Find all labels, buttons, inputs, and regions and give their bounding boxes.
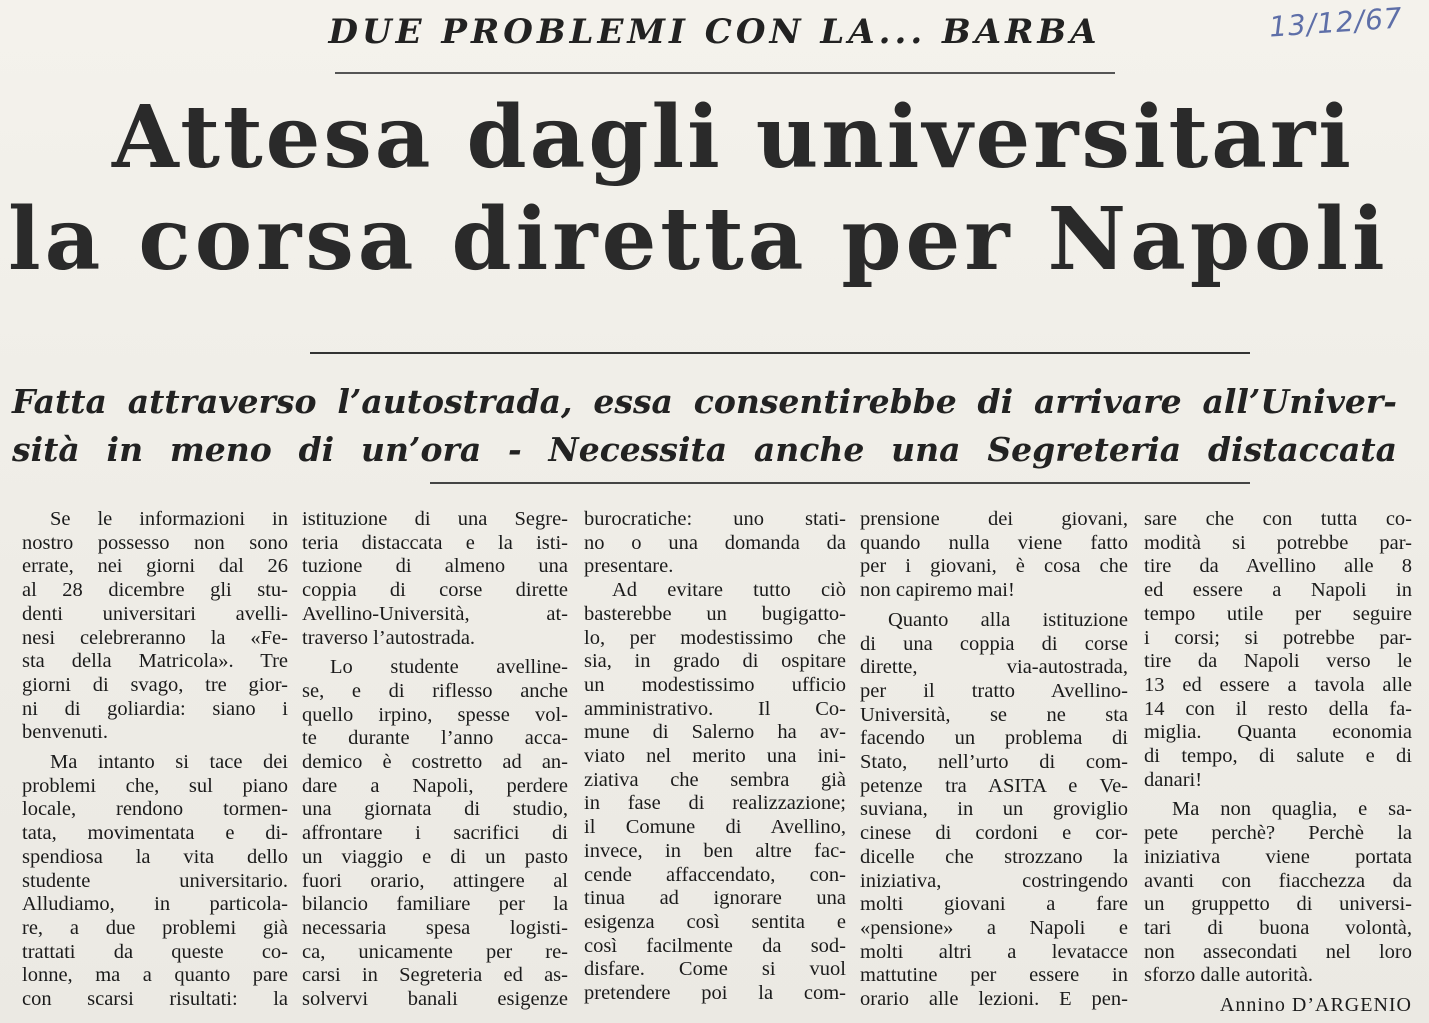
column-line: problemi che, sul piano (22, 774, 288, 797)
column-line: nostro possesso non sono (22, 531, 288, 554)
column-line: per i giovani, è cosa che (860, 555, 1128, 578)
column-line: cinese di cordoni e cor- (860, 822, 1128, 845)
column-line: facendo un problema di (860, 727, 1128, 750)
column-line: un modestissimo ufficio (584, 673, 846, 696)
column-line: errate, nei giorni dal 26 (22, 555, 288, 578)
column-line: danari! (1144, 768, 1203, 791)
kicker-rule (335, 72, 1115, 74)
column-line: mattutine per essere in (860, 964, 1128, 987)
column-line: lo, per modestissimo che (584, 626, 846, 649)
column-line: esigenza così sentita e (584, 910, 846, 933)
column-line: viato nel merito una ini- (584, 745, 846, 768)
column-line: mune di Salerno ha av- (584, 721, 846, 744)
article-column-4 (860, 508, 1128, 1012)
headline-line-1: Attesa dagli universitari (112, 87, 1354, 188)
column-line: i corsi; si potrebbe par- (1144, 626, 1412, 649)
column-line: disfare. Come si vuol (584, 958, 846, 981)
column-line: ni di goliardia: siano i (22, 697, 288, 720)
column-line: ca, unicamente per re- (302, 940, 568, 963)
subheadline-line-2: sità in meno di un’ora - Necessita anche una Segreteria distaccata (12, 430, 1397, 469)
column-line: Ma intanto si tace dei (50, 751, 288, 774)
column-line: sare che con tutta co- (1144, 508, 1412, 530)
column-line: coppia di corse dirette (302, 579, 568, 602)
column-line: molti giovani a fare (860, 893, 1128, 916)
column-line: ed essere a Napoli in (1144, 579, 1412, 602)
column-line: locale, rendono tormen- (22, 798, 288, 821)
column-line: 13 ed essere a tavola alle (1144, 673, 1412, 696)
column-line: Se le informazioni in (50, 508, 288, 530)
headline-rule (310, 352, 1250, 354)
column-line: dicelle che strozzano la (860, 845, 1128, 868)
column-line: te durante l’anno acca- (302, 727, 568, 750)
column-line: il Comune di Avellino, (584, 816, 846, 839)
column-line: teria distaccata e la isti- (302, 531, 568, 554)
column-line: tempo utile per seguire (1144, 602, 1412, 625)
column-line: ziativa che sembra già (584, 768, 846, 791)
headline-line-2: la corsa diretta per Napoli (8, 189, 1389, 290)
column-line: miglia. Quanta economia (1144, 721, 1412, 744)
column-line: trattati da queste co- (22, 940, 288, 963)
column-line: demico è costretto ad an- (302, 751, 568, 774)
column-line: no o una domanda da (584, 531, 846, 554)
column-line: Ad evitare tutto ciò (612, 579, 846, 602)
column-line: studente universitario. (22, 869, 288, 892)
column-line: bilancio familiare per la (302, 893, 568, 916)
column-line: denti universitari avelli- (22, 602, 288, 625)
column-line: sforzo dalle autorità. (1144, 964, 1314, 987)
column-line: istituzione di una Segre- (302, 508, 568, 530)
column-line: tire da Avellino alle 8 (1144, 555, 1412, 578)
column-line: necessaria spesa logisti- (302, 916, 568, 939)
column-line: basterebbe un bugigatto- (584, 602, 846, 625)
column-line: tari di buona volontà, (1144, 916, 1412, 939)
column-line: re, a due problemi già (22, 916, 288, 939)
column-line: affrontare i sacrifici di (302, 822, 568, 845)
handwritten-date: 13/12/67 (1268, 1, 1404, 44)
column-line: con scarsi risultati: la (22, 988, 288, 1011)
column-line: Università, se ne sta (860, 703, 1128, 726)
column-line: modità si potrebbe par- (1144, 531, 1412, 554)
column-line: sta della Matricola». Tre (22, 650, 288, 673)
column-line: Alludiamo, in particola- (22, 893, 288, 916)
column-line: orario alle lezioni. E pen- (860, 988, 1128, 1011)
column-line: amministrativo. Il Co- (584, 697, 846, 720)
column-line: non capiremo mai! (860, 579, 1015, 602)
column-line: lonne, ma a quanto pare (22, 964, 288, 987)
column-line: iniziativa viene portata (1144, 845, 1412, 868)
column-line: solvervi banali esigenze (302, 988, 568, 1011)
column-line: «pensione» a Napoli e (860, 916, 1128, 939)
column-line: invece, in ben altre fac- (584, 839, 846, 862)
column-line: nesi celebreranno la «Fe- (22, 626, 288, 649)
column-line: pete perchè? Perchè la (1144, 822, 1412, 845)
article-column-3 (584, 508, 846, 1006)
column-line: di una coppia di corse (860, 632, 1128, 655)
column-line: un viaggio e di un pasto (302, 845, 568, 868)
column-line: non assecondati nel loro (1144, 940, 1412, 963)
column-line: iniziativa, costringendo (860, 869, 1128, 892)
column-line: per il tratto Avellino- (860, 679, 1128, 702)
column-line: molti altri a levatacce (860, 940, 1128, 963)
column-line: in fase di realizzazione; (584, 792, 846, 815)
kicker-title: DUE PROBLEMI CON LA... BARBA (328, 12, 1101, 52)
column-line: Quanto alla istituzione (888, 608, 1128, 631)
column-line: carsi in Segreteria ed as- (302, 964, 568, 987)
subheadline-rule (430, 482, 1250, 484)
column-line: burocratiche: uno stati- (584, 508, 846, 530)
column-line: di tempo, di salute e di (1144, 745, 1412, 768)
column-line: suviana, in un groviglio (860, 798, 1128, 821)
column-line: Stato, nell’urto di com- (860, 751, 1128, 774)
column-line: Avellino-Università, at- (302, 602, 568, 625)
column-line: presentare. (584, 555, 674, 578)
headline (8, 87, 1418, 290)
column-line: prensione dei giovani, (860, 508, 1128, 530)
column-line: traverso l’autostrada. (302, 626, 476, 649)
column-line: 14 con il resto della fa- (1144, 697, 1412, 720)
column-line: fuori orario, attingere al (302, 869, 568, 892)
author-signature: Annino D’ARGENIO (1219, 994, 1412, 1017)
column-line: Lo studente avelline- (330, 656, 568, 679)
subheadline-line-1: Fatta attraverso l’autostrada, essa consentirebbe di arrivare all’Univer- (12, 382, 1397, 421)
column-line: tata, movimentata e di- (22, 822, 288, 845)
subheadline (12, 378, 1397, 474)
column-line: sia, in grado di ospitare (584, 650, 846, 673)
column-line: tuzione di almeno una (302, 555, 568, 578)
column-line: dare a Napoli, perdere (302, 774, 568, 797)
column-line: benvenuti. (22, 721, 108, 744)
column-line: una giornata di studio, (302, 798, 568, 821)
column-line: giorni di svago, tre gior- (22, 673, 288, 696)
column-line: quando nulla viene fatto (860, 531, 1128, 554)
article-column-2 (302, 508, 568, 1012)
column-line: Ma non quaglia, e sa- (1172, 798, 1412, 821)
column-line: quello irpino, spesse vol- (302, 703, 568, 726)
column-line: dirette, via-autostrada, (860, 656, 1128, 679)
column-line: avanti con fiacchezza da (1144, 869, 1412, 892)
column-line: petenze tra ASITA e Ve- (860, 774, 1128, 797)
article-column-5 (1144, 508, 1412, 1018)
column-line: così facilmente da sod- (584, 934, 846, 957)
column-line: spendiosa la vita dello (22, 845, 288, 868)
column-line: se, e di riflesso anche (302, 679, 568, 702)
column-line: al 28 dicembre gli stu- (22, 579, 288, 602)
column-line: tinua ad ignorare una (584, 887, 846, 910)
column-line: un gruppetto di universi- (1144, 893, 1412, 916)
article-column-1 (22, 508, 288, 1012)
column-line: cende affaccendato, con- (584, 863, 846, 886)
column-line: pretendere poi la com- (584, 982, 846, 1005)
column-line: tire da Napoli verso le (1144, 650, 1412, 673)
